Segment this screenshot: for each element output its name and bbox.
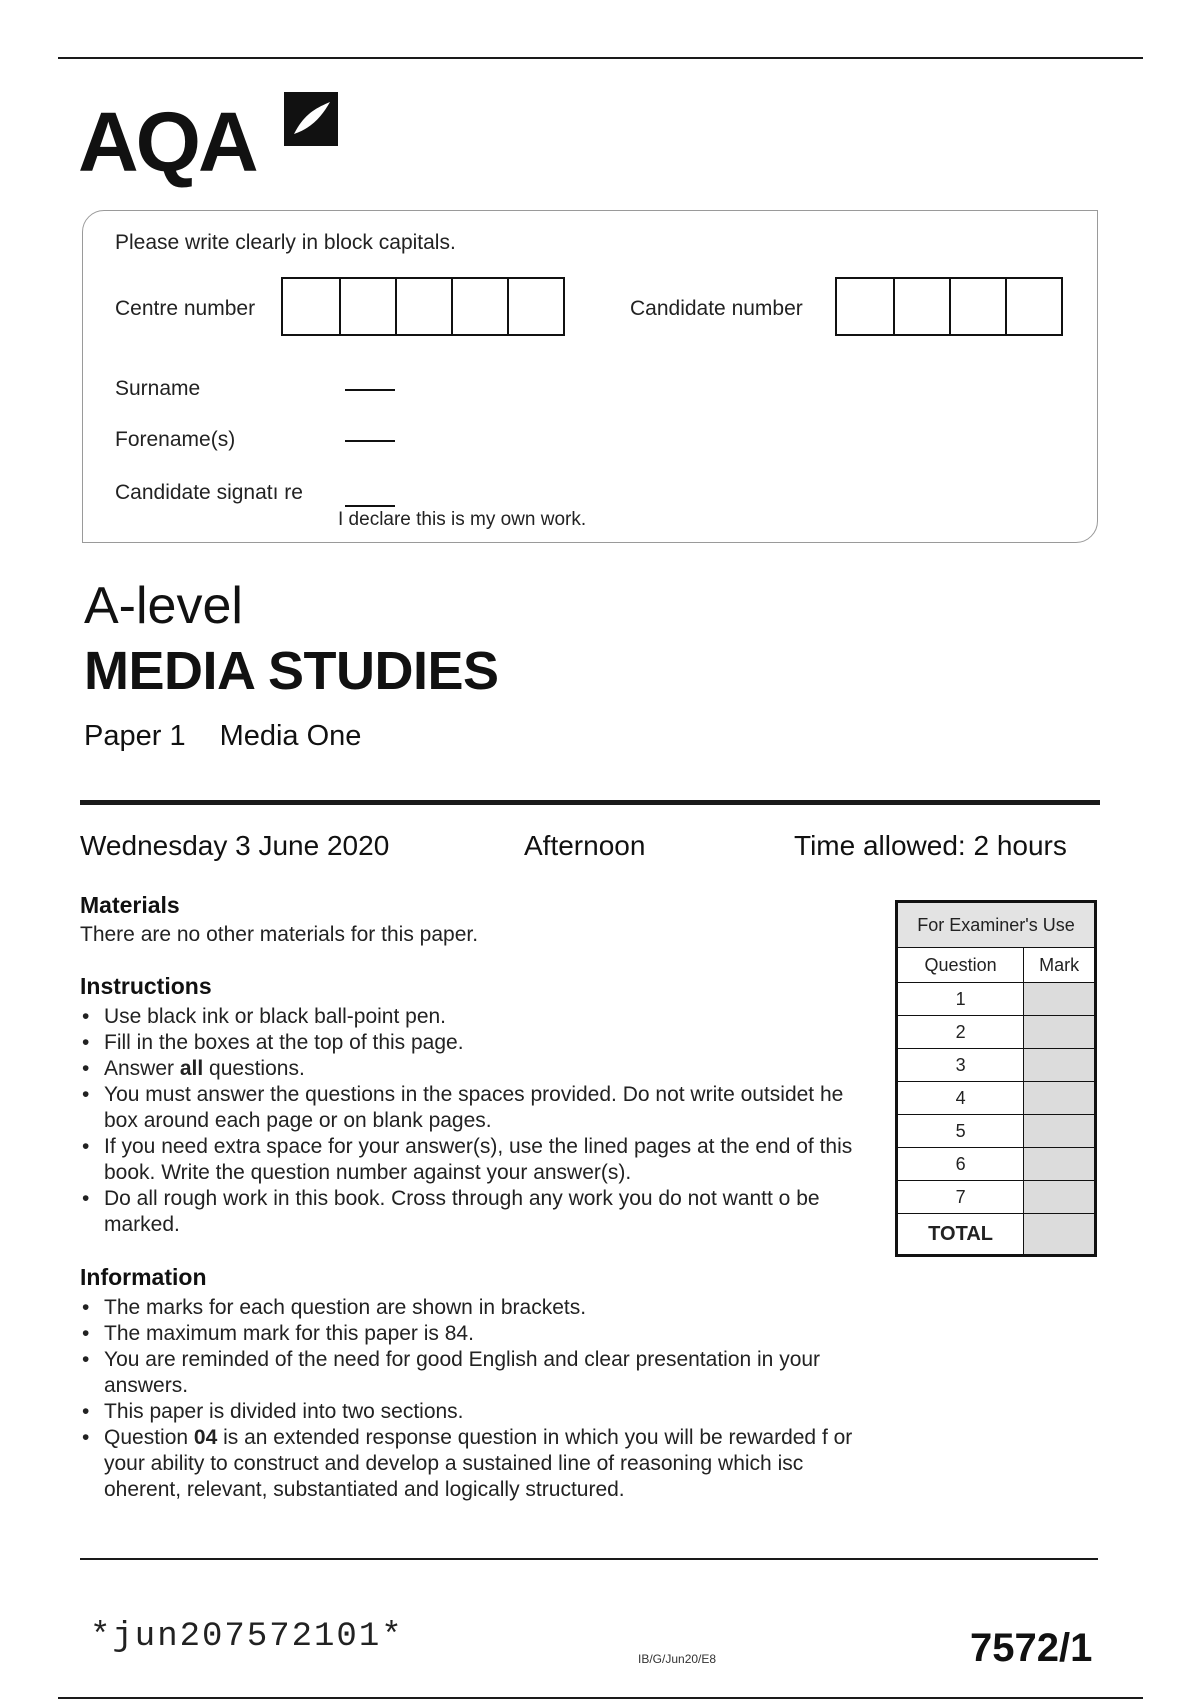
materials-text: There are no other materials for this paper. <box>80 923 479 946</box>
mark-cell <box>1024 1115 1095 1148</box>
table-row <box>898 1016 1095 1049</box>
table-row <box>898 983 1095 1016</box>
paper-number: Paper 1 <box>84 720 186 752</box>
footer-reference: IB/G/Jun20/E8 <box>638 1652 717 1666</box>
candidate-number-cell[interactable] <box>949 279 1005 334</box>
instruction-item: • Do all rough work in this book. Cross through any work you do not wantt o be marked. <box>80 1186 870 1238</box>
bottom-rule <box>58 1697 1143 1699</box>
information-section <box>80 1264 880 1503</box>
table-row <box>898 1181 1095 1214</box>
question-number: 6 <box>898 1148 1024 1181</box>
centre-number-cell[interactable] <box>451 279 507 334</box>
aqa-logo <box>78 90 348 190</box>
mark-cell <box>1024 1181 1095 1214</box>
exam-session: Afternoon <box>524 830 646 861</box>
candidate-number-cell[interactable] <box>837 279 893 334</box>
forename-field[interactable] <box>345 440 395 442</box>
candidate-number-cell[interactable] <box>1005 279 1061 334</box>
question-number: 1 <box>898 983 1024 1016</box>
candidate-number-boxes[interactable] <box>835 277 1063 336</box>
logo-text: AQA <box>78 95 256 189</box>
title-divider <box>80 800 1100 805</box>
barcode-text: *jun207572101* <box>90 1618 404 1656</box>
instruction-item: • Fill in the boxes at the top of this page. <box>80 1030 870 1056</box>
table-row <box>898 1049 1095 1082</box>
mark-column-header: Mark <box>1024 948 1095 983</box>
instruction-item: • Use black ink or black ball-point pen. <box>80 1004 870 1030</box>
top-rule <box>58 57 1143 59</box>
candidate-number-label: Candidate number <box>630 297 803 320</box>
candidate-number-cell[interactable] <box>893 279 949 334</box>
instructions-heading: Instructions <box>80 973 212 999</box>
paper-code: 7572/1 <box>970 1626 1093 1670</box>
centre-number-cell[interactable] <box>395 279 451 334</box>
mark-cell <box>1024 1016 1095 1049</box>
signature-label: Candidate signatı re <box>115 481 303 504</box>
centre-number-cell[interactable] <box>339 279 395 334</box>
surname-label: Surname <box>115 377 201 400</box>
question-number: 5 <box>898 1115 1024 1148</box>
centre-number-boxes[interactable] <box>281 277 565 336</box>
question-column-header: Question <box>898 948 1024 983</box>
table-row <box>898 1148 1095 1181</box>
mark-cell <box>1024 1148 1095 1181</box>
question-number: 2 <box>898 1016 1024 1049</box>
signature-field[interactable] <box>345 505 395 507</box>
instruction-item: • You must answer the questions in the spaces provided. Do not write outsidet he box around each page or on blank pages. <box>80 1082 870 1134</box>
forename-label: Forename(s) <box>115 428 236 451</box>
total-mark-cell <box>1024 1214 1095 1255</box>
mark-cell <box>1024 983 1095 1016</box>
paper-title <box>84 720 361 753</box>
candidate-details-box <box>82 210 1098 543</box>
materials-heading: Materials <box>80 892 180 918</box>
information-item: • The maximum mark for this paper is 84. <box>80 1321 880 1347</box>
exam-date: Wednesday 3 June 2020 <box>80 830 390 861</box>
information-item: • This paper is divided into two sections. <box>80 1399 880 1425</box>
centre-number-label: Centre number <box>115 297 256 320</box>
examiner-use-table <box>895 900 1097 1257</box>
information-heading: Information <box>80 1264 207 1290</box>
qualification-level: A-level <box>84 577 243 635</box>
table-row <box>898 1082 1095 1115</box>
centre-number-cell[interactable] <box>283 279 339 334</box>
total-label: TOTAL <box>898 1214 1024 1255</box>
instruction-item: • Answer all questions. <box>80 1056 870 1082</box>
information-item: • The marks for each question are shown in brackets. <box>80 1295 880 1321</box>
time-allowed: Time allowed: 2 hours <box>794 830 1067 861</box>
table-row <box>898 1115 1095 1148</box>
question-number: 3 <box>898 1049 1024 1082</box>
block-capitals-note: Please write clearly in block capitals. <box>115 231 456 254</box>
examiner-table-title: For Examiner's Use <box>898 903 1095 948</box>
information-list <box>80 1295 880 1503</box>
table-row <box>898 1214 1095 1255</box>
centre-number-cell[interactable] <box>507 279 563 334</box>
instructions-list <box>80 1004 870 1238</box>
instructions-section <box>80 973 870 1238</box>
question-number: 4 <box>898 1082 1024 1115</box>
mark-cell <box>1024 1082 1095 1115</box>
logo-mark-icon <box>282 90 340 148</box>
information-item: • You are reminded of the need for good English and clear presentation in your answers. <box>80 1347 880 1399</box>
mark-cell <box>1024 1049 1095 1082</box>
information-item: • Question 04 is an extended response question in which you will be rewarded f or your ability to construct and develop a sustained line of reasoning which isc oherent, relevant, substantiated and logically structured. <box>80 1425 880 1503</box>
declaration-text: I declare this is my own work. <box>338 509 587 530</box>
instruction-item: • If you need extra space for your answer(s), use the lined pages at the end of this book. Write the question number against your answer(s). <box>80 1134 870 1186</box>
subject-title: MEDIA STUDIES <box>84 641 499 701</box>
surname-field[interactable] <box>345 389 395 391</box>
footer-divider <box>80 1558 1098 1560</box>
materials-section <box>80 892 880 947</box>
paper-name: Media One <box>219 720 362 752</box>
question-number: 7 <box>898 1181 1024 1214</box>
